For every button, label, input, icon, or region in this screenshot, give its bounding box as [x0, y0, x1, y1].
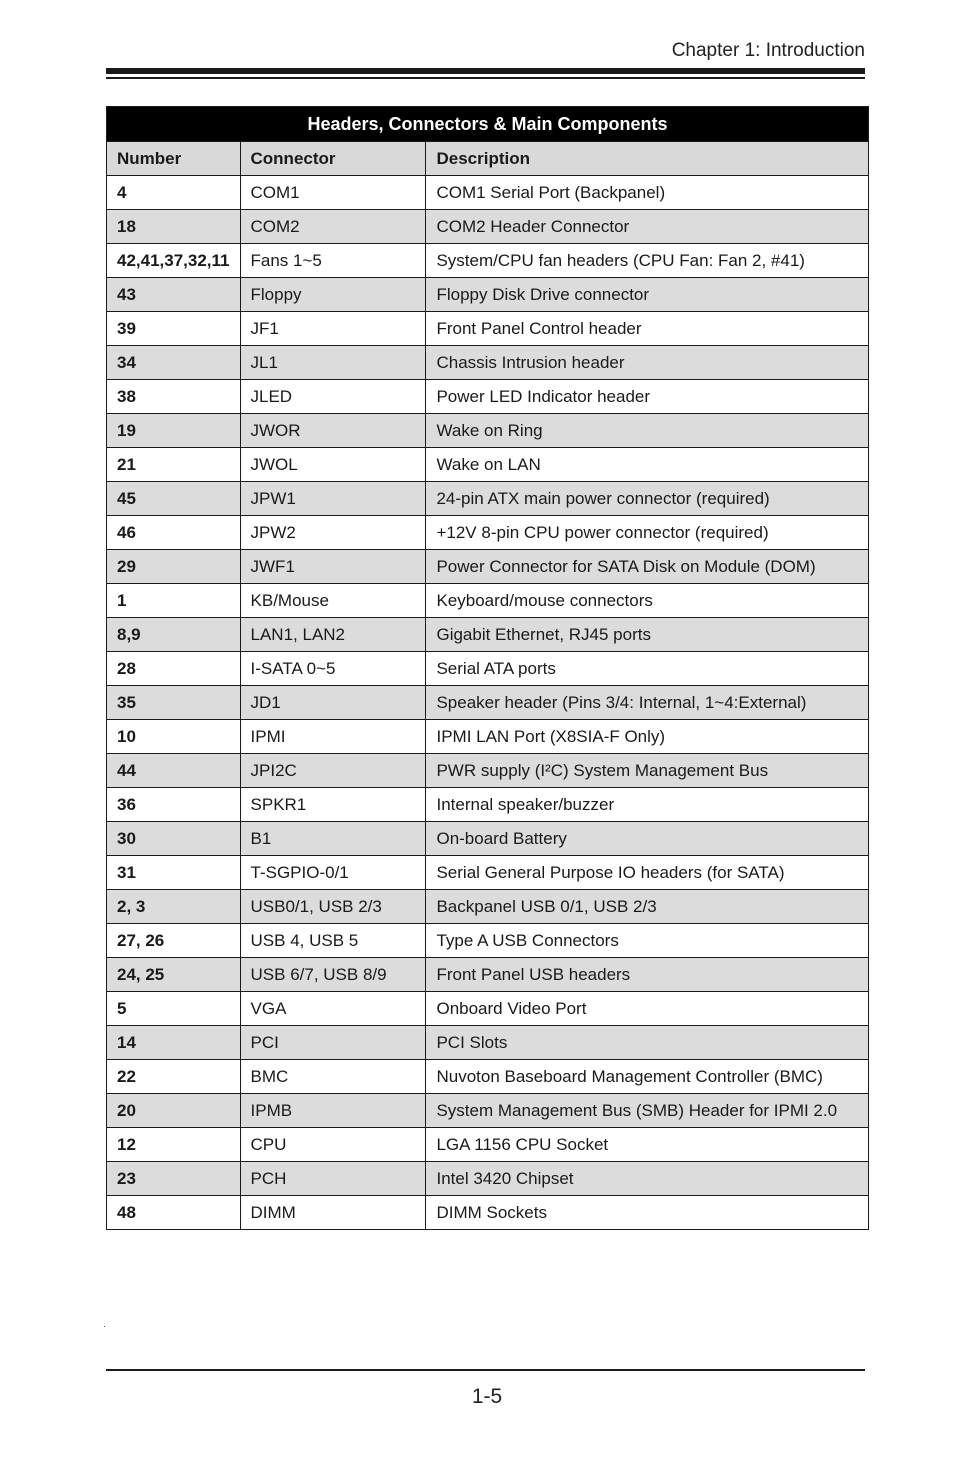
header-rule-thick — [106, 68, 865, 74]
row-connector: Floppy — [240, 278, 426, 312]
row-description: Speaker header (Pins 3/4: Internal, 1~4:External) — [426, 686, 869, 720]
row-connector: IPMI — [240, 720, 426, 754]
row-number: 31 — [107, 856, 241, 890]
row-number: 23 — [107, 1162, 241, 1196]
row-connector: IPMB — [240, 1094, 426, 1128]
header-rule-thin — [106, 77, 865, 79]
row-description: Serial General Purpose IO headers (for SATA) — [426, 856, 869, 890]
row-description: LGA 1156 CPU Socket — [426, 1128, 869, 1162]
table-row — [107, 618, 869, 652]
row-number: 10 — [107, 720, 241, 754]
row-description: System/CPU fan headers (CPU Fan: Fan 2, #41) — [426, 244, 869, 278]
table-row — [107, 822, 869, 856]
row-number: 46 — [107, 516, 241, 550]
row-description: 24-pin ATX main power connector (required) — [426, 482, 869, 516]
row-number: 34 — [107, 346, 241, 380]
row-connector: JPW2 — [240, 516, 426, 550]
table-row — [107, 788, 869, 822]
row-number: 39 — [107, 312, 241, 346]
row-number: 22 — [107, 1060, 241, 1094]
table-row — [107, 1026, 869, 1060]
row-connector: B1 — [240, 822, 426, 856]
row-connector: DIMM — [240, 1196, 426, 1230]
table-title: Headers, Connectors & Main Components — [107, 107, 869, 142]
table-row — [107, 1060, 869, 1094]
table-row — [107, 652, 869, 686]
table-row — [107, 958, 869, 992]
footer-rule — [106, 1369, 865, 1371]
table-row — [107, 312, 869, 346]
column-header-description: Description — [426, 142, 869, 176]
row-connector: JLED — [240, 380, 426, 414]
row-number: 19 — [107, 414, 241, 448]
row-connector: USB 6/7, USB 8/9 — [240, 958, 426, 992]
row-number: 42,41,37,32,11 — [107, 244, 241, 278]
table-row — [107, 890, 869, 924]
row-description: Internal speaker/buzzer — [426, 788, 869, 822]
row-number: 28 — [107, 652, 241, 686]
row-description: COM2 Header Connector — [426, 210, 869, 244]
row-description: System Management Bus (SMB) Header for IPMI 2.0 — [426, 1094, 869, 1128]
components-table — [106, 106, 869, 1230]
table-row — [107, 210, 869, 244]
row-number: 29 — [107, 550, 241, 584]
table-row — [107, 550, 869, 584]
table-row — [107, 414, 869, 448]
row-connector: USB0/1, USB 2/3 — [240, 890, 426, 924]
row-description: DIMM Sockets — [426, 1196, 869, 1230]
row-description: Floppy Disk Drive connector — [426, 278, 869, 312]
row-number: 38 — [107, 380, 241, 414]
row-description: Keyboard/mouse connectors — [426, 584, 869, 618]
row-number: 35 — [107, 686, 241, 720]
row-connector: I-SATA 0~5 — [240, 652, 426, 686]
row-description: PCI Slots — [426, 1026, 869, 1060]
row-description: Power LED Indicator header — [426, 380, 869, 414]
row-number: 43 — [107, 278, 241, 312]
table-row — [107, 1196, 869, 1230]
row-description: IPMI LAN Port (X8SIA-F Only) — [426, 720, 869, 754]
row-number: 5 — [107, 992, 241, 1026]
row-connector: JWOL — [240, 448, 426, 482]
row-connector: CPU — [240, 1128, 426, 1162]
column-header-number: Number — [107, 142, 241, 176]
row-description: Intel 3420 Chipset — [426, 1162, 869, 1196]
table-row — [107, 992, 869, 1026]
column-header-connector: Connector — [240, 142, 426, 176]
row-description: Nuvoton Baseboard Management Controller (BMC) — [426, 1060, 869, 1094]
row-description: COM1 Serial Port (Backpanel) — [426, 176, 869, 210]
row-number: 14 — [107, 1026, 241, 1060]
row-connector: KB/Mouse — [240, 584, 426, 618]
row-number: 20 — [107, 1094, 241, 1128]
table-row — [107, 1162, 869, 1196]
row-number: 30 — [107, 822, 241, 856]
chapter-heading: Chapter 1: Introduction — [671, 40, 865, 61]
table-row — [107, 380, 869, 414]
row-number: 12 — [107, 1128, 241, 1162]
row-number: 24, 25 — [107, 958, 241, 992]
row-connector: PCI — [240, 1026, 426, 1060]
row-description: Wake on LAN — [426, 448, 869, 482]
row-description: Onboard Video Port — [426, 992, 869, 1026]
row-connector: JD1 — [240, 686, 426, 720]
row-description: +12V 8-pin CPU power connector (required) — [426, 516, 869, 550]
table-row — [107, 1094, 869, 1128]
row-connector: JPW1 — [240, 482, 426, 516]
row-connector: JF1 — [240, 312, 426, 346]
table-row — [107, 346, 869, 380]
row-description: Front Panel Control header — [426, 312, 869, 346]
table-row — [107, 924, 869, 958]
row-description: Gigabit Ethernet, RJ45 ports — [426, 618, 869, 652]
row-connector: BMC — [240, 1060, 426, 1094]
table-row — [107, 516, 869, 550]
stray-mark — [104, 1326, 105, 1327]
row-number: 18 — [107, 210, 241, 244]
row-connector: USB 4, USB 5 — [240, 924, 426, 958]
row-connector: VGA — [240, 992, 426, 1026]
table-row — [107, 584, 869, 618]
row-description: Power Connector for SATA Disk on Module (DOM) — [426, 550, 869, 584]
table-row — [107, 686, 869, 720]
row-connector: JWF1 — [240, 550, 426, 584]
table-row — [107, 448, 869, 482]
row-number: 8,9 — [107, 618, 241, 652]
row-connector: Fans 1~5 — [240, 244, 426, 278]
row-connector: PCH — [240, 1162, 426, 1196]
row-description: Chassis Intrusion header — [426, 346, 869, 380]
row-number: 45 — [107, 482, 241, 516]
row-description: Wake on Ring — [426, 414, 869, 448]
row-connector: JPI2C — [240, 754, 426, 788]
row-connector: T-SGPIO-0/1 — [240, 856, 426, 890]
row-connector: LAN1, LAN2 — [240, 618, 426, 652]
row-number: 48 — [107, 1196, 241, 1230]
row-description: Serial ATA ports — [426, 652, 869, 686]
row-number: 36 — [107, 788, 241, 822]
row-number: 44 — [107, 754, 241, 788]
table-row — [107, 482, 869, 516]
row-connector: JWOR — [240, 414, 426, 448]
row-description: Backpanel USB 0/1, USB 2/3 — [426, 890, 869, 924]
row-description: Front Panel USB headers — [426, 958, 869, 992]
table-row — [107, 1128, 869, 1162]
row-number: 27, 26 — [107, 924, 241, 958]
table-row — [107, 720, 869, 754]
table-row — [107, 856, 869, 890]
row-connector: COM1 — [240, 176, 426, 210]
row-connector: COM2 — [240, 210, 426, 244]
row-connector: JL1 — [240, 346, 426, 380]
table-row — [107, 176, 869, 210]
table-row — [107, 754, 869, 788]
row-number: 21 — [107, 448, 241, 482]
page-number: 1-5 — [471, 1385, 503, 1408]
table-row — [107, 244, 869, 278]
table-header-row — [107, 142, 869, 176]
row-number: 4 — [107, 176, 241, 210]
row-description: Type A USB Connectors — [426, 924, 869, 958]
table-row — [107, 278, 869, 312]
row-number: 2, 3 — [107, 890, 241, 924]
row-description: On-board Battery — [426, 822, 869, 856]
row-description: PWR supply (I²C) System Management Bus — [426, 754, 869, 788]
row-connector: SPKR1 — [240, 788, 426, 822]
row-number: 1 — [107, 584, 241, 618]
